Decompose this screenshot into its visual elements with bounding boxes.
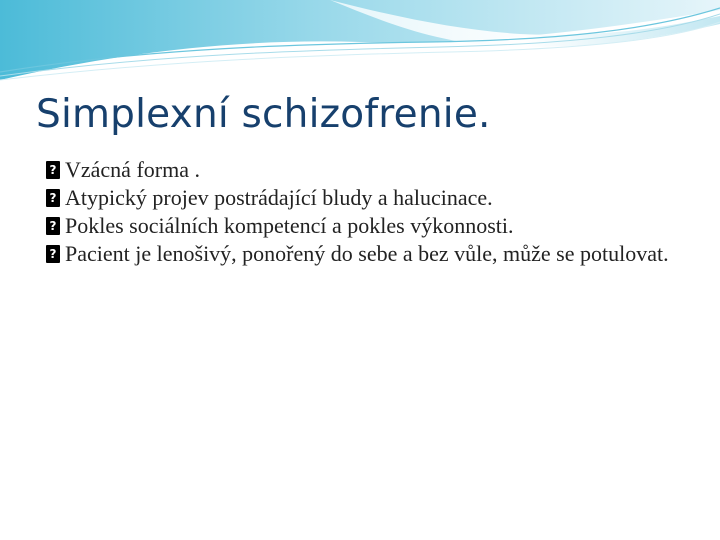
missing-glyph-bullet-icon: [46, 161, 60, 179]
bullet-text: Pokles sociálních kompetencí a pokles výkonnosti.: [65, 213, 514, 238]
bullet-text: Vzácná forma .: [65, 157, 200, 182]
bullet-item: [46, 240, 686, 268]
missing-glyph-bullet-icon: [46, 217, 60, 235]
bullet-item: [46, 212, 686, 240]
bullet-text: Pacient je lenošivý, ponořený do sebe a bez vůle, může se potulovat.: [65, 241, 669, 266]
bullet-list: [46, 156, 686, 268]
slide-title: Simplexní schizofrenie.: [36, 92, 491, 137]
header-wave-decoration: [0, 0, 720, 90]
missing-glyph-bullet-icon: [46, 245, 60, 263]
missing-glyph-bullet-icon: [46, 189, 60, 207]
bullet-item: [46, 156, 686, 184]
bullet-text: Atypický projev postrádající bludy a halucinace.: [65, 185, 493, 210]
bullet-item: [46, 184, 686, 212]
